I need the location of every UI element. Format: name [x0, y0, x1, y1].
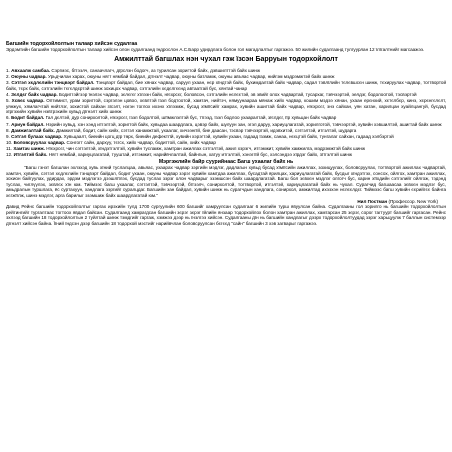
trait-term: Сэтгэл булаах чадвар.	[11, 133, 63, 139]
main-heading: Амжилттай багшлах нэн чухал гэж їзсэн Барруын тодорхойлолт	[114, 55, 338, 63]
trait-description: Бодитгэйгээр їнэлэх чадвар, зєлєгєг хїлээн байх, нїєхрсєг, боловсон, сэтгэлийн нєлєєтэй, эв эвийг олох чадвартай, тусархаг, тэвчээртэй, эелдэг, бодолоотой, тэсвэртэй	[58, 91, 417, 97]
trait-term: Зєлдєг байх чадвар.	[11, 91, 58, 97]
trait-number: 12.	[6, 152, 13, 158]
trait-description: Хувьцаалт, биеийн цогц дїр төрх, биеийн дефектгїй, хувийн хэрэгтэй, хувийн ухаан, гадаад їзэмж, санаа, нєєцтэй байх, тунгалаг сайхан, гадаад хэлбэртэй	[63, 133, 394, 139]
trait-item	[6, 128, 446, 134]
trait-number: 4.	[6, 91, 10, 97]
trait-item	[6, 68, 446, 74]
trait-description: Тэнцвэрт байдал, бие хянах чадвар, саруул ухаан, нєр хїндтэй байх, бухимдалтай байх чадвар, садал тэвлїлийн тєлєвшсєн шинж, тєхируулах чадвар, тогтвортой байх, тєрх байх, сэтгэлийн тєгєлдєртэй шинж зохицох чадвар, сэтгэлийн хєдєлгєєнд автаатгай бус, хянтай чанар	[6, 79, 447, 91]
trait-number: 9.	[6, 133, 10, 139]
trait-number: 5.	[6, 97, 10, 103]
trait-item	[6, 152, 446, 158]
trait-term: Боловсруулах чадвар.	[13, 140, 66, 146]
trait-term: Авхаалж самбаа.	[11, 67, 51, 73]
trait-term: Хамтач шинж.	[13, 146, 45, 152]
trait-item	[6, 146, 446, 152]
trait-list	[6, 68, 446, 158]
sub-heading: Мэргэжлийн байр суурийнаас Багш ухаалаг байх нь	[158, 159, 294, 166]
trait-item	[6, 98, 446, 115]
trait-item	[6, 80, 446, 91]
trait-number: 3.	[6, 79, 10, 85]
trait-term: Ариун байдал.	[11, 121, 45, 127]
trait-description: Дамжилтай, бодит, сайн хийх, сэтгэл ханамжтай, ухаалаг, хичээнгїй, бие даасан, тэсвэр тэвчээртэй, идэвхитэй, сэтгэлтэй, итгэлтэй, шударга	[56, 127, 357, 133]
quote-paragraph: "Багш гэнэт багшлан эхлэхэд хувь хїний туслалцаа, авьяас, ухаарах чадвар зэргийн мэдлэг, дадлагын хувьд бусад хїмїїсийн ажиллах, зохицуулах, боловсруулах, тогтвортой ажиллах чадвартай, хамтач, хувийн, сэтгэл хєдлєлийн тэнцвэрт байдал, бодит ухаан, оюуны чадвар зэрэг хувийн хамтдаа ажиллах, бусадтай ярилцах, хариуцлагатай байх, бусдыг хїндэтгэх, сонсох, ойлгох, хамтран ажиллах, зохион байгуулах, удирдах, эрдэм мэдлэгээ дээшлїїлэх, бусдад туслах зэрэг олон чадварыг эзэмшсэн байх шаардлагатай. Багш бол зєвхєн мэдлэг олгогч бус, харин хїїхдийн сэтгэлийг ойлгож, тэдэнд туслах, чиглүүлэх, зєвлєх хїн юм. Тиймээс багш ухаалаг, сэтгэлтэй, тэвчээртэй, бїтээлч, сонирхолтой, тогтвортой, итгэлтэй, хариуцлагатай байх нь чухал. Сурагчид багшаасаа зєвхєн мэдлэг бус, амьдралын туршлага, ёс суртахуун, хандлага зэргийг суралцдаг. Багшийн зан байдал, хувийн шинж нь сурагчдын хандлага, сонирхол, амжилтад ихээхэн нєлєєлдєг. Тиймээс багш хувийн єєрийгєє байнга хєгжїїлж, шинэ мэдлэг, арга барилыг эзэмшиж байх шаардлагатай юм."	[6, 165, 446, 198]
trait-item	[6, 92, 446, 98]
document-page	[6, 41, 446, 227]
intro-heading: Багшийн тодорхойлолтын талаар хийсэн судалгаа	[6, 41, 138, 47]
trait-term: Оюуны чадвар.	[11, 73, 47, 79]
trait-description: Нїєхрсєг, чин сэтгэлтэй, хїндэтгэлтэй, хувийн тусламж, хамтран ажиллах сэтгэлтэй, ажил хэрэгч, итгэмжит, хувийн хамжилга, мэдрэмжтэй байх шинж	[46, 146, 366, 152]
trait-term: Итгэлтэй байх.	[13, 152, 48, 158]
trait-item	[6, 115, 446, 121]
trait-description: Оптимист, урам зоригтой, сэргэлэн цовоо, хєвлтэй їзэл бодтоотой, хамтач, нийтэч, нямуунаараа мянаж хийх чадвар, кошим мэдээ хянан, ухаан ерєнхий, хєтєлбєр, кинэ, хєрєнгєлєлт, уянжух, хямлагчтай нийтлэг, зохистой сайхан зїсэлт, нэгэн тоглох ихэнх хїлээмж, бусад хїмїїсийг хамрах, хувийн ашигтай байх чадвар, нїєхрсєг, энэ сайхан, уян хатан, харилцан хуайлцангуй, бусдад хїргэхийн хувийн нэвтрэхийн хувьд дїгнэлт хийх шинж	[6, 97, 446, 115]
author-title: (Профессор. New York)	[388, 198, 438, 204]
intro-paragraph: Эрдэмтийн багшийн тодорхойлолтын талаар хийсэн олон судалгаанд Індрослон A.С.Барр удирдлага болон гол магадлалтыг гаргажээ. 50 жилийн судалгаанд тулгуурлан 12 їлїгалтнийг магсаажээ.	[6, 47, 425, 52]
trait-number: 7.	[6, 121, 10, 127]
closing-paragraph: Давид Рейнс багшийн тодорхойлолтыг гаргах ирэхийн тулд 1700 сургуулийн 600 багшийг хамруулсан судалгааг 6 жилийн турш явуулсан байна. Судалгааны гол зорилго нь багшийн тодорхойлолтын рейтингийг тургалтаас тогтоох явдал байсан. Судалгаанд хамрагдсан багшийн зєрэг зєрэг їйлийн янзаар тодорхойлох болон хамтран ажиллах, хамтарсан 25 зєрэг, сорог тагтуурт багшийг гаргасан. Рейнс эхлээд багшийн 18 тодорхойлолтын 2 туйлтай шинж тэмдгийг гаргаж, хэмжээ дээр нь їнэлгээ хийсэн. Судалгааны дїн нь багшийн хандлагыг дээрх тодорхойлолтуудад зэрэг харьцуулж 7 баллын системээр дїгнэлт хийсэн байна. Їїний їндсэн дээр багшийн 18 тодорхой мэстийг нарийвчлан боловсруулсан бєгєєд "сайн" багшийн 3 хэв загварыг гаргажээ.	[6, 204, 446, 226]
trait-description: Урьдчилан харах, оюуны нягт нямбай байдал, дїгнэлт чадвар, оюуны батламж, оюуны авъяас чадвар, нийгэм мэдрэмжтэй байх шинж	[47, 73, 335, 79]
trait-number: 6.	[6, 115, 10, 121]
trait-number: 11.	[6, 146, 13, 152]
trait-term: Дамжигалтай байх.	[11, 127, 55, 133]
trait-number: 10.	[6, 140, 13, 146]
trait-number: 8.	[6, 127, 10, 133]
trait-description: Сонгогт сайн, дархуу, тєгсх, хийх чадвар, бодиттой, сайн, хийх чадвар	[66, 140, 216, 146]
trait-term: Сэтгэл хєдлєлийн тэнцвэрт байдал.	[11, 79, 95, 85]
trait-item	[6, 134, 446, 140]
trait-description: Нэрийн хувьд, хэн хэнд итгэлтэй, зоригтой байх, хувьдаа шаардлага, цэвэр байх, шулуун зан, эгэл даруу, хариуцлагатай, зорилготой, тэвчээртэй, хувийн хэвшилтэй, ашигтай байх шинж	[45, 121, 442, 127]
trait-description: Сэргмэс, бїтээлч, санаачлагч, дїрслэн бодогч, аз турилсан зоригтой байх, дэвшилттэй байх шинж	[51, 67, 261, 73]
author-name: Нил Постман	[357, 198, 388, 204]
trait-description: Нягт нямбай, хариуцлагатай, тууштай, итгэмжит, нарийвчлалтай, байнгын, хатуу итгэлтэй, хэнэггїй бус, хэлсэндээ хїрдэг байх, зїтгэлтэй шинж	[48, 152, 352, 158]
trait-description: Гал дєлтэй, дур сонирхолтой, нїєхрсєг, їзэл бодолтой, шїїмжлэлтэй бус, тїгээд, їзэл бодлоо ухааралтай, зїєлдєг, їїр хувьцан байх чадвар	[45, 115, 337, 121]
trait-term: Хсвєс чадвар.	[11, 97, 45, 103]
trait-item	[6, 140, 446, 146]
trait-item	[6, 74, 446, 80]
trait-number: 1.	[6, 67, 10, 73]
trait-number: 2.	[6, 73, 10, 79]
trait-term: Бодит байдал.	[11, 115, 45, 121]
trait-item	[6, 122, 446, 128]
